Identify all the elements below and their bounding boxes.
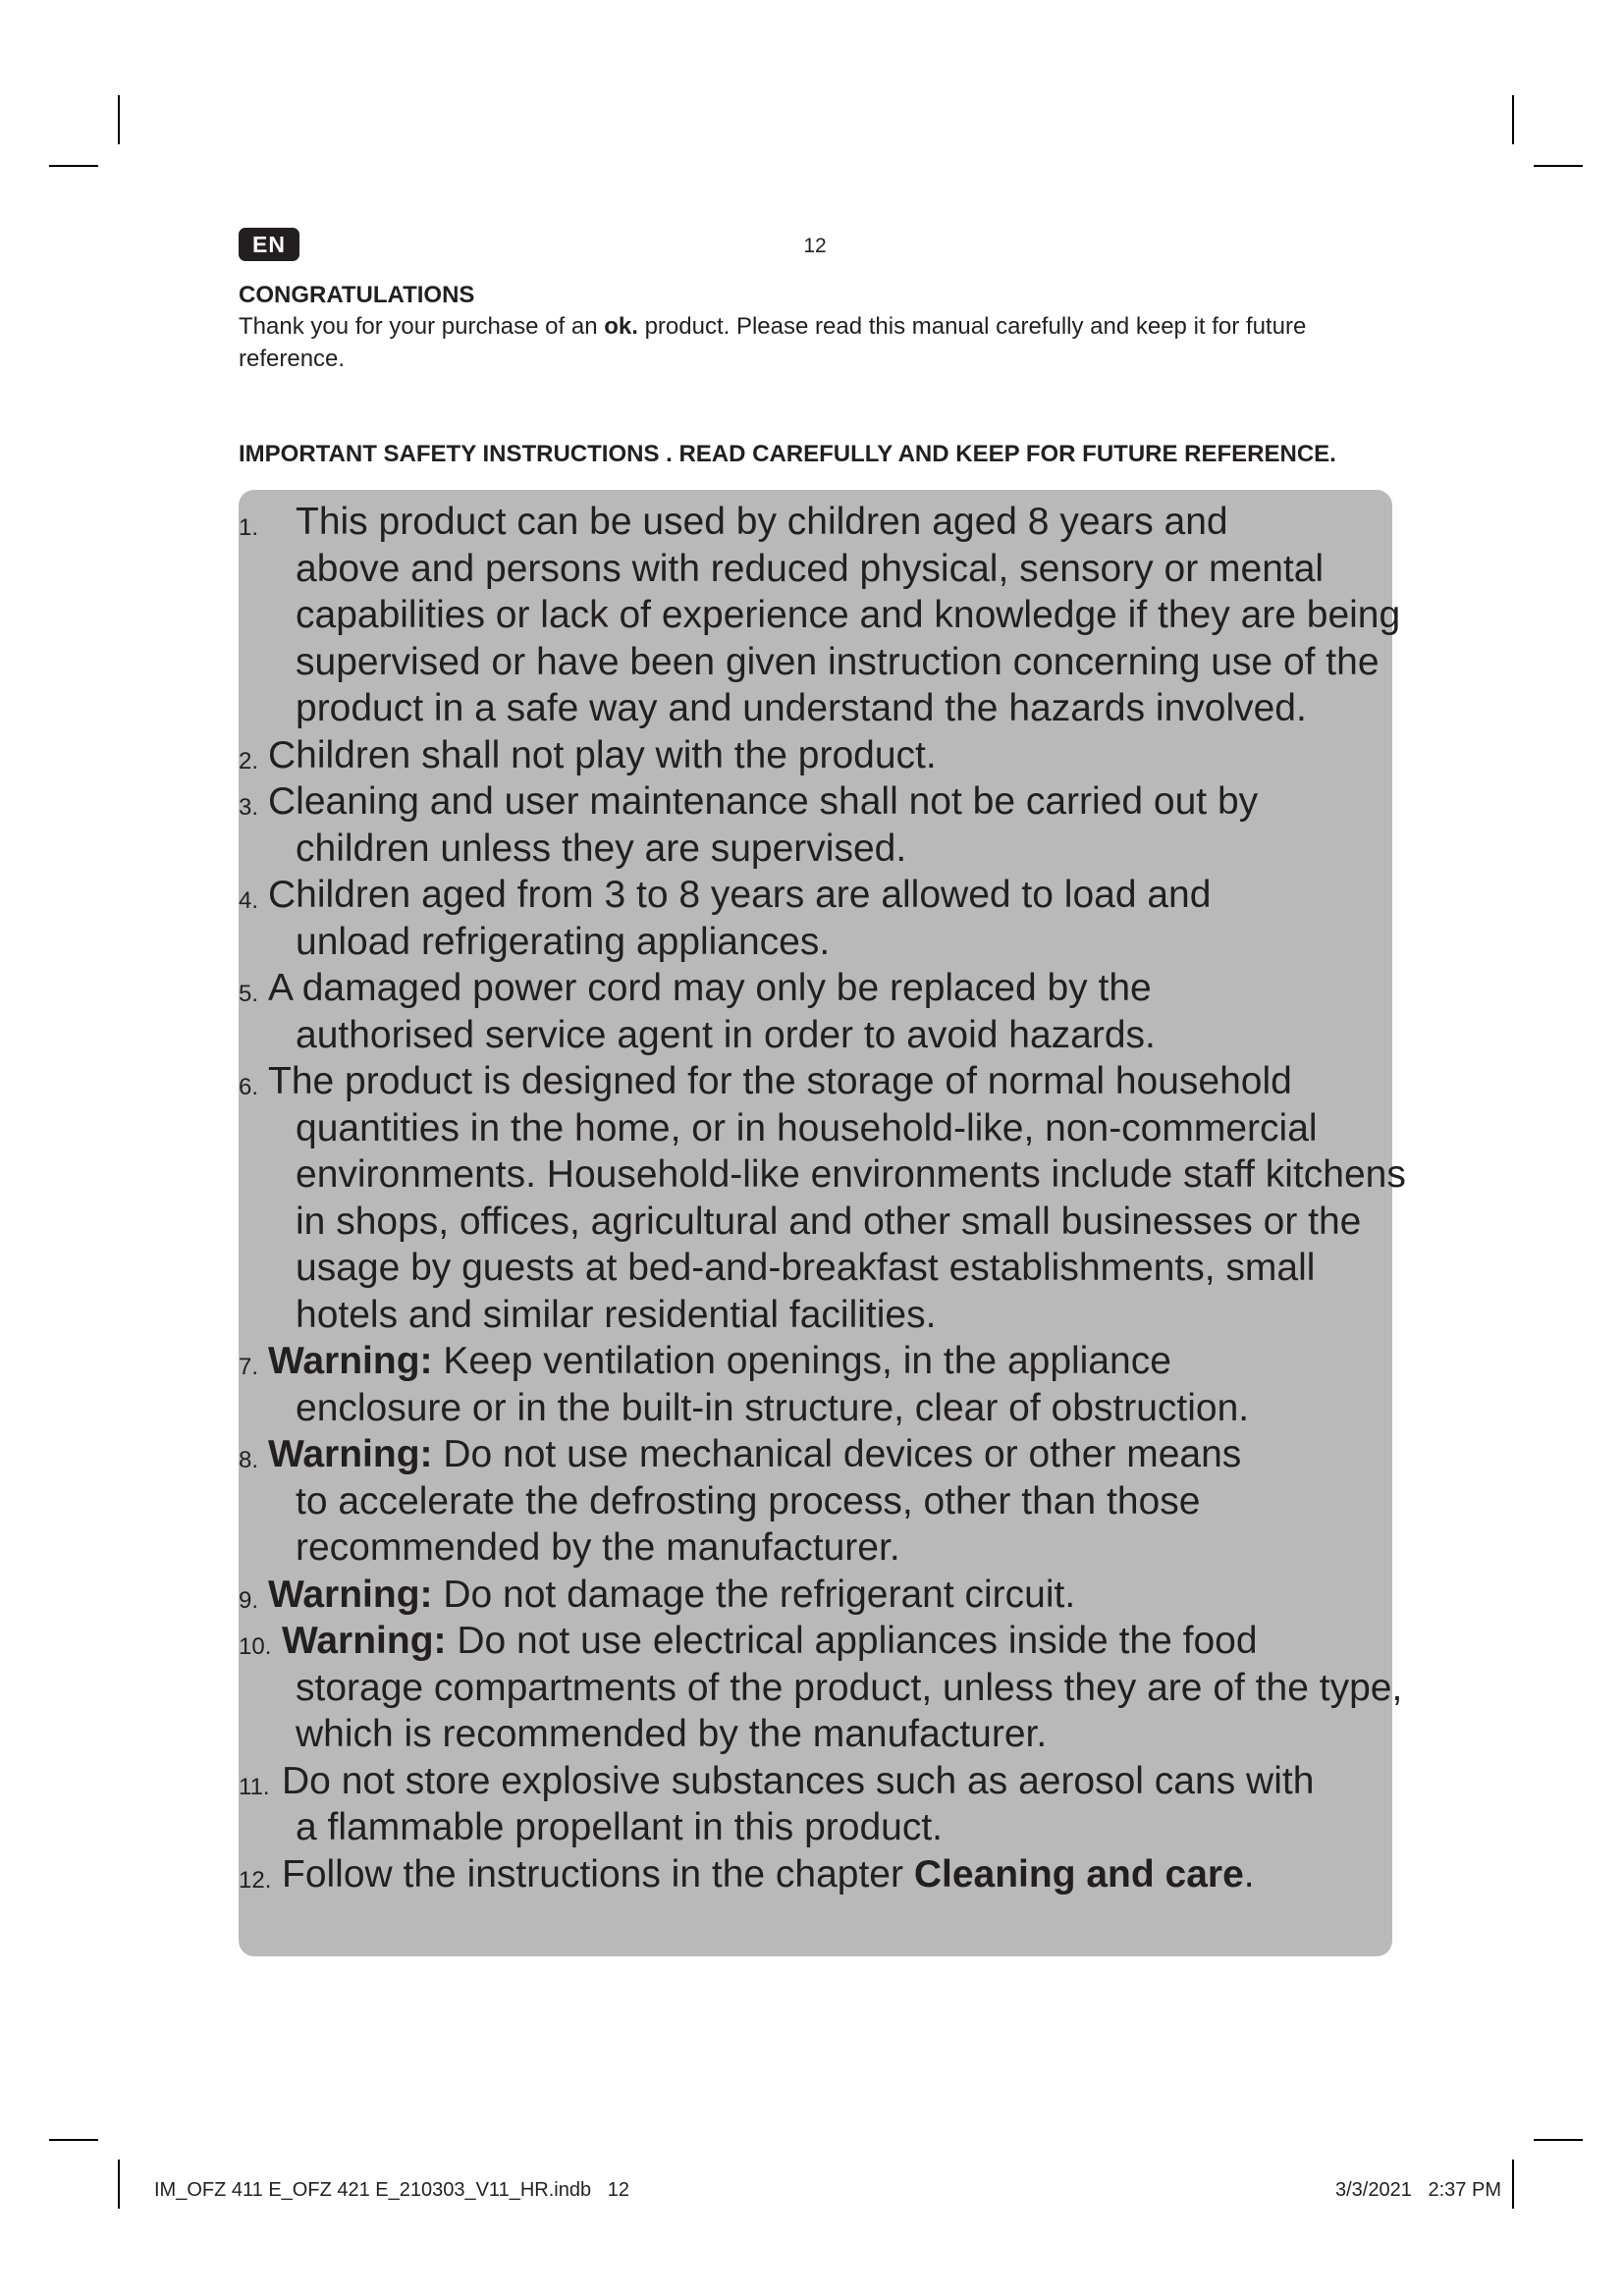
safety-heading: IMPORTANT SAFETY INSTRUCTIONS . READ CAREFULLY AND KEEP FOR FUTURE REFERENCE. [239, 441, 1336, 467]
item-number: 7. [239, 1354, 259, 1380]
safety-item [239, 1431, 1417, 1572]
crop-mark [118, 95, 120, 144]
intro-text-after: product. Please read this manual carefully and keep it for future reference. [239, 313, 1307, 372]
item-text: children unless they are supervised. [296, 827, 907, 870]
item-first-line: Follow the instructions in the chapter [282, 1852, 914, 1896]
safety-item [239, 1618, 1417, 1758]
safety-item [239, 965, 1417, 1058]
safety-item [239, 1572, 1417, 1619]
item-first-line: Keep ventilation openings, in the appliance [432, 1340, 1171, 1382]
item-first-line: A damaged power cord may only be replaced by the [268, 967, 1152, 1009]
warning-label: Warning: [268, 1433, 433, 1475]
crop-mark [1534, 2139, 1583, 2141]
item-first-line: Do not use mechanical devices or other means [432, 1433, 1242, 1475]
item-text: a flammable propellant in this product. [296, 1806, 944, 1848]
item-number: 1. [239, 514, 259, 541]
item-text: unload refrigerating appliances. [296, 920, 831, 963]
crop-mark [118, 2160, 120, 2209]
safety-item [239, 732, 1417, 779]
intro-text-before: Thank you for your purchase of an [239, 313, 605, 340]
page-number: 12 [803, 235, 827, 257]
crop-mark [49, 165, 98, 167]
item-number: 3. [239, 794, 259, 821]
item-text: above and persons with reduced physical, sensory or mental capabilities or lack of experience and knowledge if they are being supervised or have been given instruction concerning use of the product in a safe way and understand the hazards involved. [296, 547, 1401, 729]
warning-label: Warning: [268, 1573, 433, 1616]
item-first-line: Do not use electrical appliances inside the food [446, 1620, 1258, 1662]
safety-item [239, 872, 1417, 965]
item-first-line: Children shall not play with the product. [268, 733, 937, 776]
item-number: 2. [239, 747, 259, 774]
crop-mark [1534, 165, 1583, 167]
item-first-line: Cleaning and user maintenance shall not be carried out by [268, 780, 1259, 823]
brand-name: ok. [604, 313, 638, 340]
safety-item [239, 778, 1417, 872]
item-tail: . [1243, 1852, 1255, 1896]
item-number: 5. [239, 981, 259, 1007]
language-badge: EN [239, 228, 299, 261]
item-number: 9. [239, 1586, 259, 1614]
chapter-reference: Cleaning and care [913, 1852, 1244, 1896]
safety-item [239, 499, 1417, 732]
item-number: 8. [239, 1447, 259, 1473]
item-first-line: This product can be used by children aged 8 years and [296, 501, 1228, 543]
crop-mark [49, 2139, 98, 2141]
item-first-line: Do not damage the refrigerant circuit. [432, 1573, 1076, 1616]
item-number: 11. [239, 1773, 270, 1800]
crop-mark [1512, 95, 1514, 144]
item-first-line: Children aged from 3 to 8 years are allowed to load and [268, 874, 1212, 916]
item-text: enclosure or in the built-in structure, clear of obstruction. [296, 1386, 1250, 1429]
congratulations-heading: CONGRATULATIONS [239, 282, 475, 308]
safety-item [239, 1851, 1417, 1898]
item-number: 12. [239, 1866, 272, 1894]
safety-item [239, 1058, 1417, 1338]
intro-paragraph [239, 310, 1397, 375]
item-text: quantities in the home, or in household-like, non-commercial environments. Household-like environments include staff kitchens in shops, offices, agricultural and other small businesses or the usage by guests at bed-and-breakfast establishments, small hotels and similar residential facilities. [296, 1106, 1406, 1336]
footer-file-name: IM_OFZ 411 E_OFZ 421 E_210303_V11_HR.indb 12 [154, 2179, 629, 2201]
item-first-line: The product is designed for the storage of normal household [268, 1060, 1292, 1102]
item-first-line: Do not store explosive substances such as aerosol cans with [282, 1759, 1315, 1802]
item-text: authorised service agent in order to avoid hazards. [296, 1013, 1156, 1056]
item-text: to accelerate the defrosting process, other than those recommended by the manufacturer. [296, 1479, 1201, 1569]
item-number: 10. [239, 1633, 272, 1660]
footer-date: 3/3/2021 2:37 PM [1334, 2179, 1501, 2201]
item-number: 6. [239, 1074, 259, 1100]
crop-mark [1512, 2160, 1514, 2209]
warning-label: Warning: [282, 1620, 447, 1662]
safety-item [239, 1338, 1417, 1431]
item-number: 4. [239, 887, 259, 914]
safety-instructions-list [239, 499, 1417, 1897]
item-text: storage compartments of the product, unless they are of the type, which is recommended by the manufacturer. [296, 1666, 1403, 1755]
safety-item [239, 1758, 1417, 1851]
warning-label: Warning: [268, 1340, 433, 1382]
